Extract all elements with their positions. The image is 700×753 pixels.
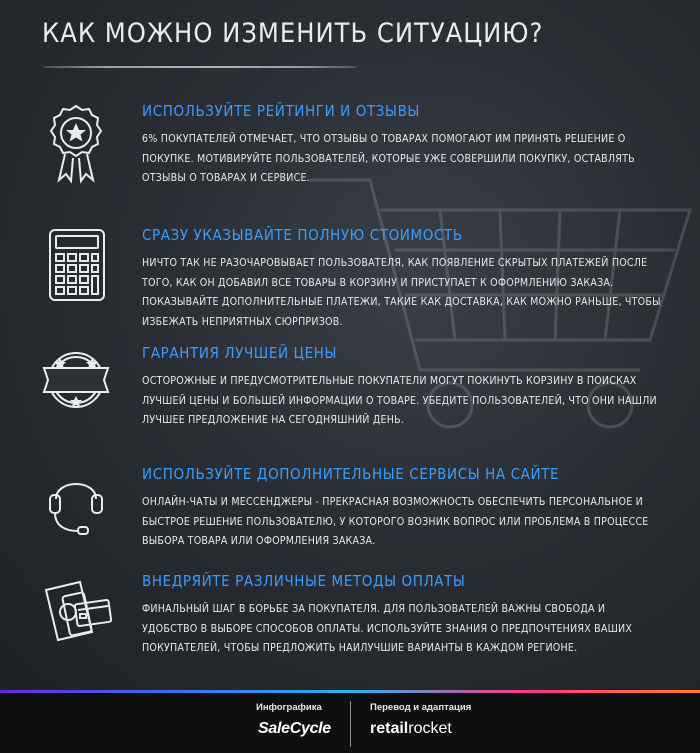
tip-text: ФИНАЛЬНЫЙ ШАГ В БОРЬБЕ ЗА ПОКУПАТЕЛЯ. ДЛЯ ПОЛЬЗОВАТЕЛЕЙ ВАЖНЫ СВОБОДА И УДОБСТВО В ВЫБОРЕ СПОСОБОВ ОПЛАТЫ. ИСПОЛЬЗУЙТЕ ЗНАНИЯ О ПРЕДПОЧТЕНИЯХ ВАШИХ ПОКУПАТЕЛЕЙ, ЧТОБЫ ПРЕДЛОЖИТЬ НАИЛУЧШИЕ ВАРИАНТЫ В КАЖДОМ РЕГИОНЕ. — [142, 603, 633, 654]
payment-cards-icon — [40, 572, 112, 654]
salecycle-logo: SaleCycle — [258, 720, 331, 737]
price-badge-icon — [40, 344, 112, 426]
page-title: КАК МОЖНО ИЗМЕНИТЬ СИТУАЦИЮ? — [42, 18, 544, 49]
tip-text: 6% ПОКУПАТЕЛЕЙ ОТМЕЧАЕТ, ЧТО ОТЗЫВЫ О ТОВАРАХ ПОМОГАЮТ ИМ ПРИНЯТЬ РЕШЕНИЕ О ПОКУПКЕ. МОТИВИРУЙТЕ ПОЛЬЗОВАТЕЛЕЙ, КОТОРЫЕ УЖЕ СОВЕРШИЛИ ПОКУПКУ, ОСТАВЛЯТЬ ОТЗЫВЫ О ТОВАРАХ И СЕРВИСЕ. — [142, 133, 635, 184]
footer-right-label: Перевод и адаптация — [370, 702, 472, 713]
footer-left-label: Инфографика — [256, 702, 322, 713]
tip-heading: ГАРАНТИЯ ЛУЧШЕЙ ЦЕНЫ — [142, 344, 338, 362]
tip-text: ОСТОРОЖНЫЕ И ПРЕДУСМОТРИТЕЛЬНЫЕ ПОКУПАТЕЛИ МОГУТ ПОКИНУТЬ КОРЗИНУ В ПОИСКАХ ЛУЧШЕЙ ЦЕНЫ И БОЛЬШЕЙ ИНФОРМАЦИИ О ТОВАРЕ. УБЕДИТЕ ПОЛЬЗОВАТЕЛЕЙ, ЧТО ОНИ НАШЛИ ЛУЧШЕЕ ПРЕДЛОЖЕНИЕ НА СЕГОДНЯШНИЙ ДЕНЬ. — [142, 375, 657, 426]
retailrocket-logo — [370, 720, 452, 738]
retailrocket-logo-bold: retail — [370, 720, 409, 737]
tip-heading: СРАЗУ УКАЗЫВАЙТЕ ПОЛНУЮ СТОИМОСТЬ — [142, 226, 463, 244]
footer — [0, 693, 700, 753]
tip-heading: ВНЕДРЯЙТЕ РАЗЛИЧНЫЕ МЕТОДЫ ОПЛАТЫ — [142, 572, 466, 590]
medal-icon — [40, 102, 112, 184]
footer-divider — [350, 701, 351, 747]
tip-heading: ИСПОЛЬЗУЙТЕ РЕЙТИНГИ И ОТЗЫВЫ — [142, 102, 420, 120]
retailrocket-logo-rest: rocket — [408, 720, 452, 737]
title-underline — [42, 66, 358, 68]
calculator-icon — [40, 226, 112, 308]
tip-heading: ИСПОЛЬЗУЙТЕ ДОПОЛНИТЕЛЬНЫЕ СЕРВИСЫ НА САЙТЕ — [142, 465, 560, 483]
tip-text: ОНЛАЙН-ЧАТЫ И МЕССЕНДЖЕРЫ - ПРЕКРАСНАЯ ВОЗМОЖНОСТЬ ОБЕСПЕЧИТЬ ПЕРСОНАЛЬНОЕ И БЫСТРОЕ РЕШЕНИЕ ПОЛЬЗОВАТЕЛЮ, У КОТОРОГО ВОЗНИК ВОПРОС ИЛИ ПРОБЛЕМА В ПРОЦЕССЕ ВЫБОРА ТОВАРА ИЛИ ОФОРМЛЕНИЯ ЗАКАЗА. — [142, 496, 649, 547]
headset-icon — [40, 465, 112, 547]
tip-text: НИЧТО ТАК НЕ РАЗОЧАРОВЫВАЕТ ПОЛЬЗОВАТЕЛЯ, КАК ПОЯВЛЕНИЕ СКРЫТЫХ ПЛАТЕЖЕЙ ПОСЛЕ ТОГО, КАК ОН ДОБАВИЛ ВСЕ ТОВАРЫ В КОРЗИНУ И ПРИСТУПАЕТ К ОФОРМЛЕНИЮ ЗАКАЗА. ПОКАЗЫВАЙТЕ ДОПОЛНИТЕЛЬНЫЕ ПЛАТЕЖИ, ТАКИЕ КАК ДОСТАВКА, КАК МОЖНО РАНЬШЕ, ЧТОБЫ ИЗБЕЖАТЬ НЕПРИЯТНЫХ СЮРПРИЗОВ. — [142, 257, 661, 328]
